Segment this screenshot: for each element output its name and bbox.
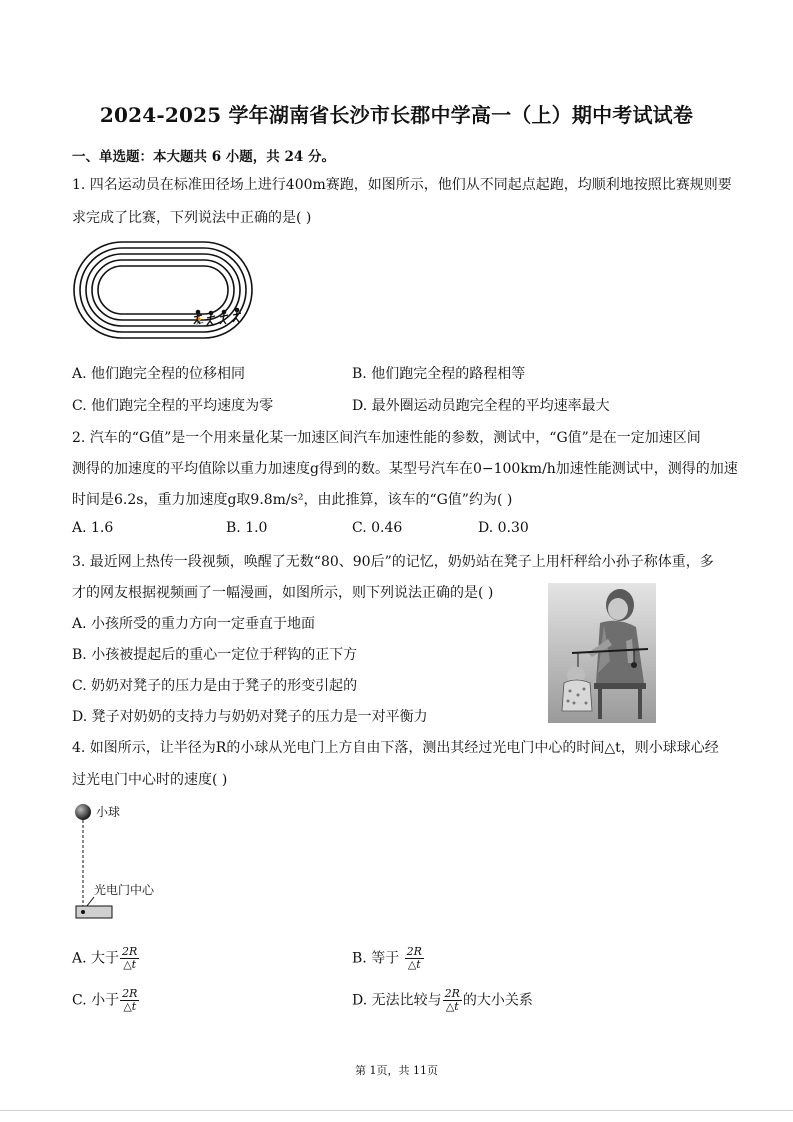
q1-stem-line2: 求完成了比赛，下列说法中正确的是( ) — [72, 210, 312, 226]
svg-text:🏃: 🏃 — [192, 314, 206, 327]
fraction-2r-over-dt: $\frac{2R}{\triangle t}$ — [122, 945, 138, 971]
q4-option-d — [352, 988, 533, 1013]
page-bottom-divider — [0, 1110, 793, 1111]
q4-option-b — [352, 946, 425, 971]
fraction-2r-over-dt: $\frac{2R}{\triangle t}$ — [444, 987, 460, 1013]
q2-stem-line1: 2. 汽车的“G值”是一个用来量化某一加速区间汽车加速性能的参数，测试中，“G值”是在一定加速区间 — [72, 430, 701, 446]
gate-label: 光电门中心 — [94, 883, 155, 897]
q4-option-c — [72, 988, 140, 1013]
running-track-figure — [72, 240, 254, 340]
ball-label: 小球 — [96, 805, 121, 819]
q4-option-d-suffix: 的大小关系 — [462, 992, 533, 1009]
q3-option-b: B. 小孩被提起后的重心一定位于秤钩的正下方 — [72, 647, 358, 663]
photogate-figure — [72, 798, 192, 922]
q3-stem-line2: 才的网友根据视频画了一幅漫画，如图所示，则下列说法正确的是( ) — [72, 585, 494, 601]
q1-option-a: A. 他们跑完全程的位移相同 — [72, 366, 246, 382]
q3-option-a: A. 小孩所受的重力方向一定垂直于地面 — [72, 616, 316, 632]
page-title: 2024-2025 学年湖南省长沙市长郡中学高一（上）期中考试试卷 — [99, 103, 694, 127]
q4-option-d-prefix: D. 无法比较与 — [352, 992, 442, 1009]
q1-option-c: C. 他们跑完全程的平均速度为零 — [72, 398, 274, 414]
q3-option-d: D. 凳子对奶奶的支持力与奶奶对凳子的压力是一对平衡力 — [72, 709, 428, 725]
q4-stem-line2: 过光电门中心时的速度( ) — [72, 772, 228, 788]
q1-option-d: D. 最外圈运动员跑完全程的平均速率最大 — [352, 398, 610, 414]
q2-option-b: B. 1.0 — [226, 520, 268, 536]
q3-option-c: C. 奶奶对凳子的压力是由于凳子的形变引起的 — [72, 678, 358, 694]
q1-stem-line1: 1. 四名运动员在标准田径场上进行400m赛跑，如图所示，他们从不同起点起跑，均顺利地按照比赛规则要 — [72, 177, 732, 193]
page-footer: 第 1页，共 11页 — [355, 1064, 438, 1077]
ball-icon — [75, 804, 91, 820]
q2-option-c: C. 0.46 — [352, 520, 403, 536]
q4-option-a-prefix: A. 大于 — [72, 950, 120, 967]
q4-option-b-prefix: B. 等于 — [352, 950, 400, 967]
q2-stem-line3: 时间是6.2s，重力加速度g取9.8m/s²，由此推算，该车的“G值”约为( ) — [72, 492, 513, 508]
fraction-2r-over-dt: $\frac{2R}{\triangle t}$ — [406, 945, 422, 971]
section-heading: 一、单选题：本大题共 6 小题，共 24 分。 — [72, 149, 335, 165]
q2-option-d: D. 0.30 — [478, 520, 529, 536]
q3-stem-line1: 3. 最近网上热传一段视频，唤醒了无数“80、90后”的记忆，奶奶站在凳子上用杆秤给小孙子称体重，多 — [72, 554, 714, 570]
q4-stem-line1: 4. 如图所示，让半径为R的小球从光电门上方自由下落，测出其经过光电门中心的时间△t，则小球球心经 — [72, 740, 719, 756]
q4-option-c-prefix: C. 小于 — [72, 992, 120, 1009]
q1-option-b: B. 他们跑完全程的路程相等 — [352, 366, 526, 382]
grandma-weighing-illustration — [548, 583, 656, 723]
q4-option-a — [72, 946, 140, 971]
q2-stem-line2: 测得的加速度的平均值除以重力加速度g得到的数。某型号汽车在0−100km/h加速性能测试中，测得的加速 — [72, 461, 738, 477]
fraction-2r-over-dt: $\frac{2R}{\triangle t}$ — [122, 987, 138, 1013]
q2-option-a: A. 1.6 — [72, 520, 114, 536]
